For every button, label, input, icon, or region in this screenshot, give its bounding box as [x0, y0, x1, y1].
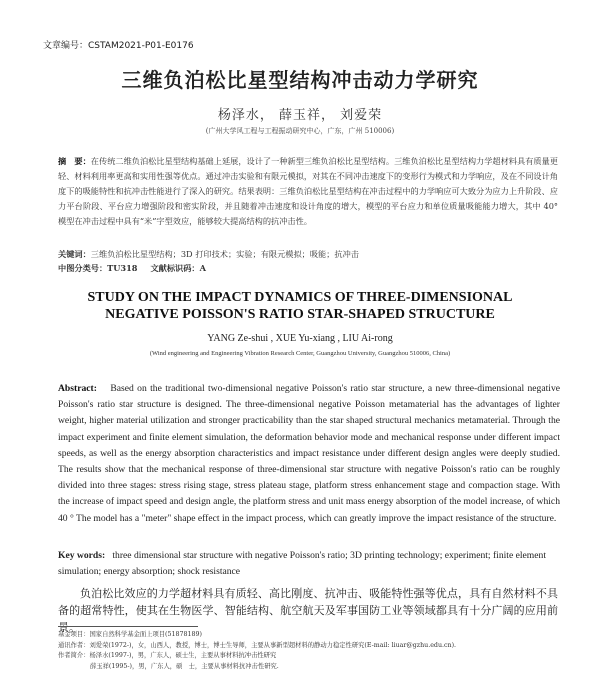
keywords-chinese-label: 关键词：	[58, 249, 91, 259]
document-code-label: 文献标识码：	[150, 263, 200, 273]
body-paragraph: 负泊松比效应的力学超材料具有质轻、高比刚度、抗冲击、吸能特性强等优点，具有自然材料不具备的超常特性，使其在生物医学、智能结构、航空航天及军事国防工业等领域都具有十分广阔的应用前景。	[58, 587, 558, 634]
abstract-english-text: Based on the traditional two-dimensional negative Poisson's ratio star structure, a new three-dimensional negative Poisson's ratio star structure is designed. The three-dimensional negative Poisson metamaterial has the advantages of lighter weight, higher material utilization and stronger practicability than the star shaped structural mechanics metamaterial. Through the impact experiment and finite element simulation, the deformation behavior mode and mechanical response under different impact speeds, as well as the energy absorption characteristics and impact resistance under different design angles were deeply studied. The results show that the mechanical response of three-dimensional star structure with negative Poisson's ratio can be roughly divided into three stages: stress rising stage, stress plateau stage, platform stress enhancement stage and compaction stage. With the increase of impact speed and design angle, the platform stress and unit mass energy absorption of the model increase, of which 40 ° The model has a "meter" shape effect in the impact process, which can greatly improve the impact resistance of the structure.	[58, 383, 560, 524]
affiliation-chinese: (广州大学风工程与工程振动研究中心，广东，广州 510006)	[205, 127, 395, 135]
footnote-divider	[58, 626, 198, 627]
keywords-english-label: Key words:	[58, 550, 106, 561]
keywords-english	[58, 548, 560, 580]
keywords-chinese	[58, 248, 558, 261]
article-number: 文章编号：CSTAM2021-P01-E0176	[43, 41, 194, 51]
keywords-chinese-text: 三维负泊松比星型结构；3D 打印技术；实验；有限元模拟；吸能；抗冲击	[90, 249, 359, 259]
footnote-funding: 基金项目：国家自然科学基金面上项目(51878189)	[58, 631, 203, 638]
document-code-value: A	[199, 263, 206, 273]
footnote-author-bio-2: 薛玉祥(1995-)，男，广东人，硕 士，主要从事材料抗冲击性研究.	[90, 662, 279, 670]
footnote-corresponding-author: 通讯作者：刘爱荣(1972-)，女，山西人，教授，博士，博士生导师，主要从事新型超材料的静动力稳定性研究(E-mail: liuar@gzhu.edu.cn).	[58, 641, 457, 649]
affiliation-english: (Wind engineering and Engineering Vibration Research Center, Guangzhou University, Guangzhou 510006, China)	[149, 350, 451, 357]
title-chinese: 三维负泊松比星型结构冲击动力学研究	[121, 68, 479, 92]
authors-english: YANG Ze-shui , XUE Yu-xiang , LIU Ai-rong	[207, 333, 393, 344]
authors-chinese: 杨泽水， 薛玉祥， 刘爱荣	[217, 108, 383, 123]
classification-chinese	[58, 263, 558, 274]
title-english-line1: STUDY ON THE IMPACT DYNAMICS OF THREE-DIMENSIONAL	[87, 290, 513, 305]
title-english	[0, 289, 600, 323]
footnote-author-bio: 作者简介：杨泽水(1997-)，男，广东人，硕士生，主要从事材料抗冲击性研究	[58, 652, 277, 659]
footnotes	[58, 630, 558, 672]
abstract-english-label: Abstract:	[58, 383, 97, 394]
abstract-chinese-text: 在传统二维负泊松比星型结构基础上延展，设计了一种新型三维负泊松比星型结构。三维负泊松比星型结构力学超材料具有质量更轻、材料利用率更高和实用性强等优点。通过冲击实验和有限元模拟，对其在不同冲击速度下的变形行为模式和力学响应，及在不同设计角度下的吸能特性和抗冲击性能进行了深入的研究。结果表明：三维负泊松比星型结构在冲击过程中的力学响应可大致分为应力上升阶段、应力平台阶段、平台应力增强阶段和密实阶段，并且随着冲击速度和设计角度的增大，模型的平台应力和单位质量吸能能力增大，其中 40°模型在冲击过程中具有“米”字型效应，能够较大提高结构的抗冲击性。	[58, 156, 558, 226]
classification-value: TU318	[107, 263, 138, 273]
abstract-english	[58, 381, 560, 527]
classification-label: 中图分类号：	[58, 263, 108, 273]
title-english-line2: NEGATIVE POISSON'S RATIO STAR-SHAPED STRUCTURE	[105, 307, 495, 322]
abstract-chinese	[58, 154, 558, 229]
abstract-chinese-label: 摘 要：	[58, 156, 91, 166]
keywords-english-text: three dimensional star structure with negative Poisson's ratio; 3D printing technology; experiment; finite element simulation; energy absorption; shock resistance	[58, 550, 546, 578]
